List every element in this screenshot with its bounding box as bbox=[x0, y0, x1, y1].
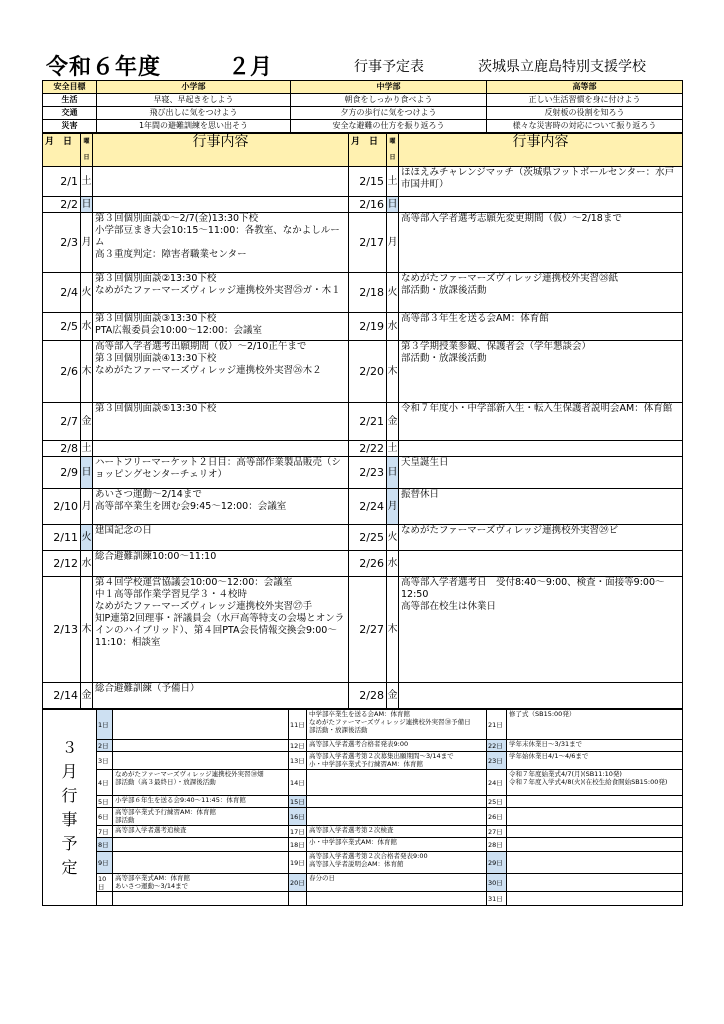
goal-text: 様々な災害時の対応について振り返ろう bbox=[487, 120, 683, 133]
schedule-dow: 木 bbox=[81, 577, 93, 683]
schedule-event bbox=[93, 441, 349, 457]
schedule-date: 2/9 bbox=[43, 457, 81, 489]
march-label-char: 予 bbox=[61, 833, 78, 853]
safety-goals-table bbox=[42, 80, 683, 133]
march-event bbox=[113, 892, 289, 906]
schedule-event: なめがたファーマーズヴィレッジ連携校外実習㉙ビ bbox=[399, 525, 683, 551]
march-day: 15日 bbox=[290, 797, 305, 806]
schedule-date: 2/16 bbox=[349, 197, 387, 213]
schedule-date: 2/28 bbox=[349, 683, 387, 709]
march-row bbox=[43, 892, 683, 906]
march-event: 修了式（SB15:00発） bbox=[507, 710, 683, 740]
schedule-event: 高等部３年生を送る会AM：体育館 bbox=[399, 313, 683, 341]
march-label-char: 事 bbox=[61, 809, 78, 829]
schedule-event: 第３回個別面談⑤13:30下校 bbox=[93, 403, 349, 441]
march-label-char: 月 bbox=[61, 761, 78, 781]
march-day: 6日 bbox=[97, 808, 113, 826]
goal-text: 正しい生活習慣を身に付けよう bbox=[487, 94, 683, 107]
march-event: 小・中学部卒業式AM：体育館 bbox=[307, 838, 487, 852]
march-day: 14日 bbox=[289, 770, 307, 796]
march-event bbox=[307, 892, 487, 906]
march-day: 1日 bbox=[97, 710, 113, 740]
monthday-header: 月 日 bbox=[349, 134, 387, 167]
schedule-date: 2/2 bbox=[43, 197, 81, 213]
march-day: 24日 bbox=[487, 770, 507, 796]
schedule-event: 総合避難訓練（予備日） bbox=[93, 683, 349, 709]
schedule-date: 2/7 bbox=[43, 403, 81, 441]
march-day bbox=[97, 892, 113, 906]
goals-header: 高等部 bbox=[487, 81, 683, 94]
march-day: 22日 bbox=[487, 740, 507, 752]
schedule-dow: 月 bbox=[81, 213, 93, 273]
goal-category: 交通 bbox=[43, 107, 97, 120]
schedule-event bbox=[93, 197, 349, 213]
schedule-date: 2/6 bbox=[43, 341, 81, 403]
schedule-dow: 日 bbox=[387, 457, 399, 489]
schedule-dow: 金 bbox=[81, 683, 93, 709]
schedule-date: 2/5 bbox=[43, 313, 81, 341]
schedule-date: 2/15 bbox=[349, 167, 387, 197]
march-day: 10日 bbox=[97, 874, 113, 892]
goal-text: 飛び出しに気をつけよう bbox=[97, 107, 291, 120]
march-row bbox=[43, 852, 683, 874]
march-event: 高等部入学者選考第２次合格者発表9:00 高等部入学者説明会AM：体育館 bbox=[307, 852, 487, 874]
march-event bbox=[507, 826, 683, 838]
schedule-event: 高等部入学者選考出願期間（仮）～2/10正午まで 第３回個別面談④13:30下校 なめがたファーマーズヴィレッジ連携校外実習㉖木２ bbox=[93, 341, 349, 403]
schedule-event: 建国記念の日 bbox=[93, 525, 349, 551]
schedule-dow: 火 bbox=[81, 525, 93, 551]
march-event: 高等部入学者選考第２次検査 bbox=[307, 826, 487, 838]
schedule-date: 2/21 bbox=[349, 403, 387, 441]
schedule-date: 2/25 bbox=[349, 525, 387, 551]
schedule-dow: 水 bbox=[81, 551, 93, 577]
schedule-event: 第３学期授業参観、保護者会（学年懇談会） 部活動・放課後活動 bbox=[399, 341, 683, 403]
march-row bbox=[43, 770, 683, 796]
goals-header-row bbox=[43, 81, 683, 94]
schedule-date: 2/17 bbox=[349, 213, 387, 273]
goals-header: 中学部 bbox=[291, 81, 487, 94]
schedule-row bbox=[43, 525, 683, 551]
march-event: 学年始休業日4/1～4/6まで bbox=[507, 752, 683, 770]
march-day: 20日 bbox=[289, 874, 307, 892]
goal-text: 早寝、早起きをしよう bbox=[97, 94, 291, 107]
schedule-dow: 日 bbox=[81, 457, 93, 489]
march-event bbox=[113, 740, 289, 752]
month-title: ２月 bbox=[228, 55, 273, 80]
schedule-event: なめがたファーマーズヴィレッジ連携校外実習㉘紙 部活動・放課後活動 bbox=[399, 273, 683, 313]
march-event bbox=[113, 838, 289, 852]
dow-header: 曜日 bbox=[387, 134, 399, 167]
schedule-dow: 火 bbox=[387, 273, 399, 313]
march-day: 30日 bbox=[487, 874, 507, 892]
schedule-date: 2/20 bbox=[349, 341, 387, 403]
march-event bbox=[113, 852, 289, 874]
content-header: 行事内容 bbox=[93, 134, 349, 167]
march-row bbox=[43, 874, 683, 892]
schedule-date: 2/14 bbox=[43, 683, 81, 709]
schedule-row bbox=[43, 457, 683, 489]
schedule-date: 2/26 bbox=[349, 551, 387, 577]
goal-text: 安全な避難の仕方を振り返ろう bbox=[291, 120, 487, 133]
schedule-date: 2/11 bbox=[43, 525, 81, 551]
schedule-event: 第４回学校運営協議会10:00～12:00：会議室 中１高等部作業学習見学３・４校時 なめがたファーマーズヴィレッジ連携校外実習㉗手 知P連第2回理事・評議員会（水戸高等特支の会場とオンラインのハイブリッド）、第４回PTA会長情報交換会9:00～11:10：相談室 bbox=[93, 577, 349, 683]
goal-text: 朝食をしっかり食べよう bbox=[291, 94, 487, 107]
schedule-event: 振替休日 bbox=[399, 489, 683, 525]
march-day: 25日 bbox=[487, 796, 507, 808]
february-schedule-table bbox=[42, 133, 683, 709]
schedule-event: 第３回個別面談③13:30下校 PTA広報委員会10:00～12:00：会議室 bbox=[93, 313, 349, 341]
schedule-event bbox=[93, 167, 349, 197]
schedule-row bbox=[43, 273, 683, 313]
dow-header: 曜日 bbox=[81, 134, 93, 167]
march-event: 高等部入学者選考追検査 bbox=[113, 826, 289, 838]
goals-header: 小学部 bbox=[97, 81, 291, 94]
schedule-row bbox=[43, 577, 683, 683]
march-event: 中学部卒業生を送る会AM：体育館 なめがたファーマーズヴィレッジ連携校外実習㉚予備日 部活動・放課後活動 bbox=[307, 710, 487, 740]
goal-text: 夕方の歩行に気をつけよう bbox=[291, 107, 487, 120]
schedule-date: 2/12 bbox=[43, 551, 81, 577]
march-day: 13日 bbox=[289, 752, 307, 770]
fiscal-year: 令和６年度 bbox=[46, 55, 162, 80]
schedule-event: 令和７年度小・中学部新入生・転入生保護者説明会AM：体育館 bbox=[399, 403, 683, 441]
schedule-date: 2/1 bbox=[43, 167, 81, 197]
march-day: 9日 bbox=[97, 852, 113, 874]
schedule-event bbox=[399, 441, 683, 457]
march-event bbox=[507, 874, 683, 892]
schedule-event: 高等部入学者選考志願先変更期間（仮）～2/18まで bbox=[399, 213, 683, 273]
schedule-row bbox=[43, 341, 683, 403]
march-event: 高等部入学者選考第２次募集出願期間～3/14まで 小・中学部卒業式予行練習AM：体育館 bbox=[307, 752, 487, 770]
schedule-event: ハートフリーマーケット２日目：高等部作業製品販売（ショッピングセンターチェリオ） bbox=[93, 457, 349, 489]
march-day: 18日 bbox=[289, 838, 307, 852]
schedule-dow: 日 bbox=[387, 197, 399, 213]
schedule-date: 2/23 bbox=[349, 457, 387, 489]
march-day: 16日 bbox=[289, 808, 307, 826]
march-event bbox=[307, 808, 487, 826]
march-event: 小学部６年生を送る会9:40～11:45：体育館 bbox=[113, 796, 289, 808]
march-day: 5日 bbox=[97, 796, 113, 808]
goals-header: 安全目標 bbox=[43, 81, 97, 94]
schedule-date: 2/4 bbox=[43, 273, 81, 313]
schedule-dow: 火 bbox=[387, 525, 399, 551]
march-day: 7日 bbox=[97, 826, 113, 838]
march-row bbox=[43, 826, 683, 838]
schedule-dow: 土 bbox=[387, 167, 399, 197]
march-day: 31日 bbox=[487, 892, 507, 906]
march-label-char: ３ bbox=[61, 737, 78, 757]
schedule-dow: 月 bbox=[387, 489, 399, 525]
march-day: 27日 bbox=[487, 826, 507, 838]
schedule-dow: 土 bbox=[81, 167, 93, 197]
schedule-dow: 月 bbox=[81, 489, 93, 525]
schedule-date: 2/10 bbox=[43, 489, 81, 525]
march-event: なめがたファーマーズヴィレッジ連携校外実習㉚畑 部活動（高３最終日）・放課後活動 bbox=[113, 770, 289, 796]
goals-row bbox=[43, 107, 683, 120]
schedule-dow: 金 bbox=[387, 403, 399, 441]
schedule-dow: 土 bbox=[387, 441, 399, 457]
goal-text: 1年間の避難訓練を思い出そう bbox=[97, 120, 291, 133]
schedule-date: 2/22 bbox=[349, 441, 387, 457]
monthday-header: 月 日 bbox=[43, 134, 81, 167]
schedule-event bbox=[399, 683, 683, 709]
march-day: 21日 bbox=[487, 710, 507, 740]
march-label-char: 定 bbox=[61, 857, 78, 877]
schedule-dow: 土 bbox=[81, 441, 93, 457]
march-event bbox=[507, 838, 683, 852]
schedule-row bbox=[43, 167, 683, 197]
schedule-dow: 金 bbox=[81, 403, 93, 441]
march-day: 2日 bbox=[97, 740, 113, 752]
march-event bbox=[507, 808, 683, 826]
schedule-page bbox=[42, 44, 682, 906]
schedule-date: 2/18 bbox=[349, 273, 387, 313]
schedule-event: あいさつ運動～2/14まで 高等部卒業生を囲む会9:45～12:00：会議室 bbox=[93, 489, 349, 525]
march-day: 8日 bbox=[97, 838, 113, 852]
school-name: 茨城県立鹿島特別支援学校 bbox=[478, 59, 646, 75]
march-event bbox=[113, 710, 289, 740]
schedule-event: 第３回個別面談①～2/7(金)13:30下校 小学部豆まき大会10:15～11:00：各教室、なかよしルーム 高３重度判定：障害者職業センター bbox=[93, 213, 349, 273]
schedule-event bbox=[399, 551, 683, 577]
goal-category: 生活 bbox=[43, 94, 97, 107]
march-day: 11日 bbox=[289, 710, 307, 740]
march-event bbox=[307, 796, 487, 808]
schedule-event: 天皇誕生日 bbox=[399, 457, 683, 489]
march-schedule-table bbox=[42, 709, 683, 906]
march-day: 26日 bbox=[487, 808, 507, 826]
schedule-row bbox=[43, 683, 683, 709]
schedule-row bbox=[43, 403, 683, 441]
march-day bbox=[289, 892, 307, 906]
schedule-dow: 木 bbox=[387, 341, 399, 403]
march-row bbox=[43, 808, 683, 826]
document-title: 行事予定表 bbox=[354, 59, 424, 75]
march-day: 12日 bbox=[290, 741, 305, 750]
schedule-row bbox=[43, 213, 683, 273]
march-day: 23日 bbox=[487, 752, 507, 770]
schedule-date: 2/3 bbox=[43, 213, 81, 273]
schedule-event: ほほえみチャレンジマッチ（茨城県フットボールセンター：水戸市国井町） bbox=[399, 167, 683, 197]
schedule-dow: 月 bbox=[387, 213, 399, 273]
schedule-event bbox=[399, 197, 683, 213]
schedule-date: 2/27 bbox=[349, 577, 387, 683]
schedule-row bbox=[43, 551, 683, 577]
schedule-event: 第３回個別面談②13:30下校 なめがたファーマーズヴィレッジ連携校外実習㉕ガ・木１ bbox=[93, 273, 349, 313]
schedule-event: 高等部入学者選考日 受付8:40～9:00、検査・面接等9:00～12:50 高等部在校生は休業日 bbox=[399, 577, 683, 683]
goal-text: 反射板の役割を知ろう bbox=[487, 107, 683, 120]
march-row bbox=[43, 752, 683, 770]
march-event: 高等部卒業式AM：体育館 あいさつ運動～3/14まで bbox=[113, 874, 289, 892]
schedule-row bbox=[43, 489, 683, 525]
schedule-row bbox=[43, 197, 683, 213]
march-day: 29日 bbox=[487, 852, 507, 874]
goal-category: 災害 bbox=[43, 120, 97, 133]
march-event bbox=[307, 770, 487, 796]
march-day: 28日 bbox=[487, 838, 507, 852]
schedule-date: 2/24 bbox=[349, 489, 387, 525]
march-event bbox=[507, 796, 683, 808]
schedule-date: 2/19 bbox=[349, 313, 387, 341]
page-header bbox=[42, 44, 682, 80]
schedule-dow: 日 bbox=[81, 197, 93, 213]
schedule-dow: 水 bbox=[81, 313, 93, 341]
schedule-dow: 火 bbox=[81, 273, 93, 313]
schedule-dow: 金 bbox=[387, 683, 399, 709]
march-label bbox=[43, 710, 97, 906]
march-event bbox=[507, 892, 683, 906]
goals-row bbox=[43, 94, 683, 107]
march-row bbox=[43, 740, 683, 752]
schedule-date: 2/8 bbox=[43, 441, 81, 457]
march-day: 3日 bbox=[97, 752, 113, 770]
march-label-char: 行 bbox=[61, 785, 78, 805]
march-event: 春分の日 bbox=[307, 874, 487, 892]
march-row bbox=[43, 796, 683, 808]
schedule-event: 総合避難訓練10:00～11:10 bbox=[93, 551, 349, 577]
schedule-row bbox=[43, 441, 683, 457]
goals-row bbox=[43, 120, 683, 133]
schedule-row bbox=[43, 313, 683, 341]
schedule-dow: 木 bbox=[387, 577, 399, 683]
content-header: 行事内容 bbox=[399, 134, 683, 167]
march-row bbox=[43, 838, 683, 852]
schedule-dow: 木 bbox=[81, 341, 93, 403]
march-event: 学年末休業日～3/31まで bbox=[507, 740, 683, 752]
schedule-header-row bbox=[43, 134, 683, 167]
march-row bbox=[43, 710, 683, 740]
march-day: 19日 bbox=[289, 852, 307, 874]
schedule-dow: 水 bbox=[387, 313, 399, 341]
march-event bbox=[113, 752, 289, 770]
march-day: 4日 bbox=[97, 770, 113, 796]
march-event: 高等部入学者選考合格者発表9:00 bbox=[307, 740, 487, 752]
march-day: 17日 bbox=[290, 827, 305, 836]
march-event: 高等部卒業式予行練習AM：体育館 部活動 bbox=[113, 808, 289, 826]
march-event bbox=[507, 852, 683, 874]
march-event: 令和７年度始業式4/7(月)(SB11:10発) 令和７年度入学式4/8(火)(在校生給食開始SB15:00発) bbox=[507, 770, 683, 796]
schedule-date: 2/13 bbox=[43, 577, 81, 683]
schedule-dow: 水 bbox=[387, 551, 399, 577]
